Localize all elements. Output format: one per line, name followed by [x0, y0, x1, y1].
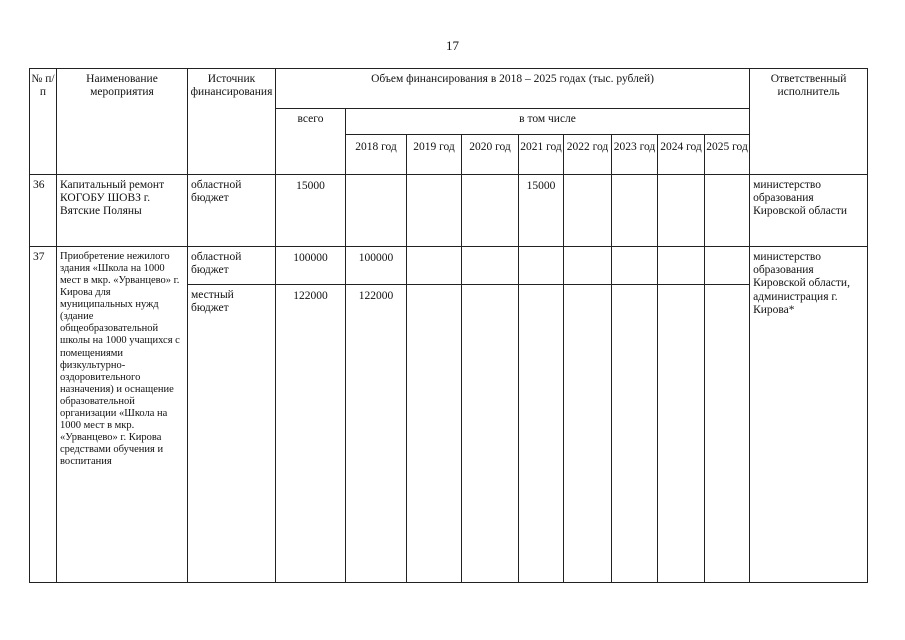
financing-table — [29, 68, 868, 583]
table-row — [30, 175, 868, 247]
row-year-value — [462, 285, 519, 583]
row-responsible: министерство образования Кировской области — [750, 175, 868, 247]
row-year-value — [658, 247, 705, 285]
header-year: 2025 год — [705, 135, 750, 175]
row-source: областной бюджет — [188, 175, 276, 247]
header-year: 2024 год — [658, 135, 705, 175]
row-year-value: 122000 — [346, 285, 407, 583]
row-year-value — [407, 175, 462, 247]
header-year: 2018 год — [346, 135, 407, 175]
header-num: № п/п — [30, 69, 57, 175]
row-year-value — [462, 247, 519, 285]
row-total: 122000 — [276, 285, 346, 583]
header-year: 2022 год — [564, 135, 612, 175]
row-year-value — [658, 175, 705, 247]
row-source: областной бюджет — [188, 247, 276, 285]
header-year: 2019 год — [407, 135, 462, 175]
row-year-value: 15000 — [519, 175, 564, 247]
header-total: всего — [276, 109, 346, 175]
header-source: Источник финансирования — [188, 69, 276, 175]
row-year-value — [705, 285, 750, 583]
row-year-value — [462, 175, 519, 247]
row-year-value — [612, 285, 658, 583]
row-year-value — [658, 285, 705, 583]
row-year-value — [407, 247, 462, 285]
row-source: местный бюджет — [188, 285, 276, 583]
header-volume: Объем финансирования в 2018 – 2025 годах (тыс. рублей) — [276, 69, 750, 109]
row-year-value — [407, 285, 462, 583]
row-year-value — [519, 285, 564, 583]
header-name: Наименование мероприятия — [57, 69, 188, 175]
row-total: 15000 — [276, 175, 346, 247]
table-row — [30, 247, 868, 285]
row-year-value — [519, 247, 564, 285]
header-year: 2020 год — [462, 135, 519, 175]
row-year-value — [346, 175, 407, 247]
header-year: 2021 год — [519, 135, 564, 175]
header-including: в том числе — [346, 109, 750, 135]
row-year-value — [564, 247, 612, 285]
row-year-value — [612, 175, 658, 247]
row-num: 37 — [30, 247, 57, 583]
row-year-value — [564, 285, 612, 583]
row-num: 36 — [30, 175, 57, 247]
row-year-value — [705, 247, 750, 285]
row-year-value: 100000 — [346, 247, 407, 285]
row-total: 100000 — [276, 247, 346, 285]
row-year-value — [705, 175, 750, 247]
row-year-value — [564, 175, 612, 247]
row-responsible: министерство образования Кировской области, администрация г. Кирова* — [750, 247, 868, 583]
row-name: Капитальный ремонт КОГОБУ ШОВЗ г. Вятские Поляны — [57, 175, 188, 247]
header-year: 2023 год — [612, 135, 658, 175]
row-name: Приобретение нежилого здания «Школа на 1000 мест в мкр. «Урванцево» г. Кирова для муниципальных нужд (здание общеобразовательной школы на 1000 учащихся с помещениями физкультурно-оздоровительного назначения) и оснащение образовательной организации «Школа на 1000 мест в мкр. «Урванцево» г. Кирова средствами обучения и воспитания — [57, 247, 188, 583]
header-responsible: Ответственный исполнитель — [750, 69, 868, 175]
row-year-value — [612, 247, 658, 285]
page-number: 17 — [446, 38, 459, 53]
